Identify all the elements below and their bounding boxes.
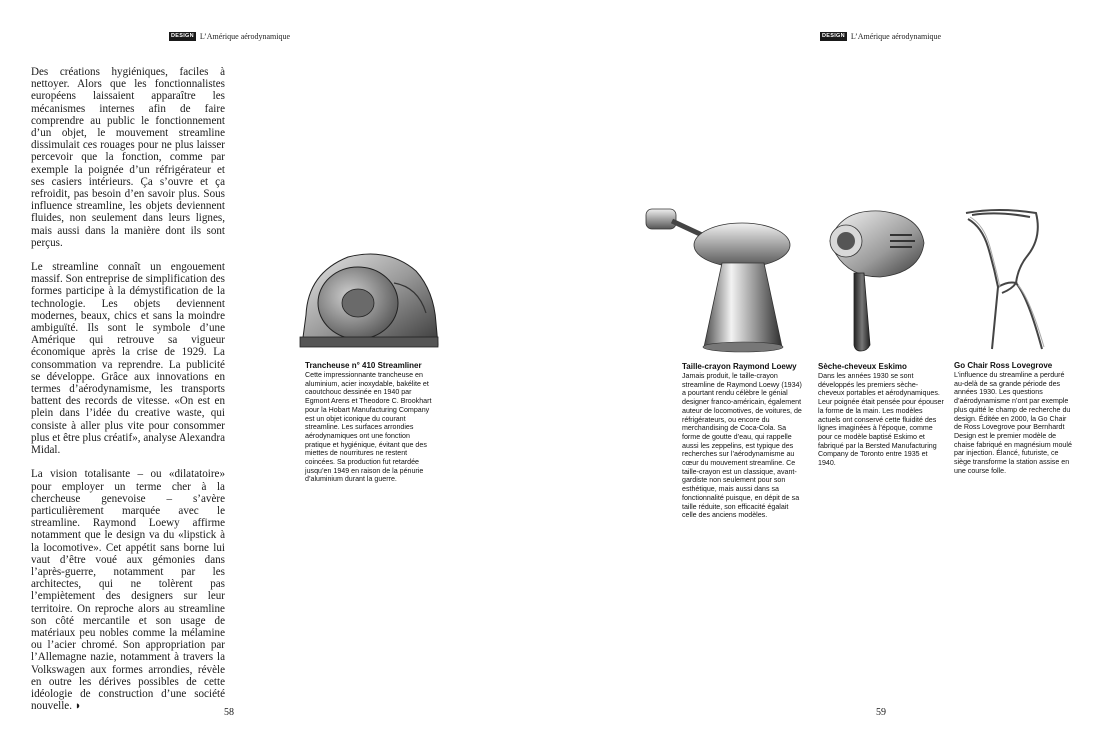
caption-pencil-sharpener [682, 362, 804, 520]
caption-slicer [305, 361, 433, 484]
pencil-sharpener-illustration [642, 205, 792, 355]
go-chair-illustration [958, 207, 1053, 353]
section-tag: DESIGN [171, 32, 194, 39]
caption-text: L’influence du streamline a perduré au-delà de sa grande période des années 1930. Les questions d’aérodynamisme n’ont par exemple plus quitté le champ de recherche du design. Éditée en 2000, la Go Chair de Ross Lovegrove pour Bernhardt Design est le premier modèle de chaise fabriqué en magnésium moulé par injection. Élancé, futuriste, ce siège transforme la station assise en une course folle. [954, 371, 1072, 475]
caption-text: Dans les années 1930 se sont développés les premiers sèche-cheveux portables et aérodynamiques. Leur poignée était pensée pour épouser la forme de la main. Les modèles actuels ont conservé cette fluidité des lignes imaginées à l’époque, comme pour ce modèle baptisé Eskimo et fabriqué par la Bersted Manufacturing Company de Toronto entre 1935 et 1940. [818, 372, 944, 468]
left-running-header [169, 31, 290, 41]
caption-text: Cette impressionnante trancheuse en aluminium, acier inoxydable, bakélite et caoutchouc dessinée en 1940 par Egmont Arens et Theodore C. Brookhart pour la Hobart Manufacturing Company est un objet iconique du courant streamline. Les surfaces arrondies aérodynamiques ont une fonction pratique et hygiénique, évitant que des miettes de nourritures ne restent coincées. Sa production fut retardée jusqu’en 1949 en raison de la pénurie d’aluminium durant la guerre. [305, 371, 432, 484]
right-running-header [820, 31, 941, 41]
page-number-left: 58 [224, 707, 234, 718]
caption-hair-dryer [818, 362, 944, 468]
caption-title: Trancheuse n° 410 Streamliner [305, 361, 422, 370]
section-tag: DESIGN [822, 32, 845, 39]
running-title: L’Amérique aérodynamique [199, 31, 291, 41]
page-number-right: 59 [876, 707, 886, 718]
caption-text: Jamais produit, le taille-crayon streamline de Raymond Loewy (1934) a pourtant rendu célèbre le génial designer franco-américain, également auteur de locomotives, de voitures, de réfrigérateurs, ou encore du merchandising de Coca-Cola. Sa forme de goutte d’eau, qui rappelle aussi les zeppelins, est typique des recherches sur l’aérodynamisme au cœur du mouvement streamline. Ce taille-crayon est un classique, avant-gardiste non seulement pour son esthétique, mais aussi dans sa fonctionnalité puisque, en dépit de sa taille réduite, son efficacité égalait celle des anciens modèles. [682, 372, 802, 520]
paragraph-3: La vision totalisante – ou «dilatatoire» pour employer un terme cher à la chercheuse genevoise – s’avère particulièrement marquée avec le streamline. Raymond Loewy affirme notamment que le design va du «lipstick à la locomotive». Cet appétit sans borne lui vaut d’être voué aux gémonies dans l’après-guerre, notamment par les architectes, qui ne tolèrent pas l’empiètement des designers sur leur territoire. On reproche alors au streamline son côté mercantile et son usage de matériaux peu nobles comme la mélamine ou l’acier chromé. Son appropriation par l’Allemagne nazie, notamment à travers la Volkswagen aux formes arrondies, révèle en outre les dérives possibles de cette idéologie de construction d’une société nouvelle. ◗ [31, 468, 225, 713]
caption-go-chair [954, 361, 1076, 475]
caption-title: Taille-crayon Raymond Loewy [682, 362, 797, 371]
slicer-illustration [298, 243, 441, 349]
paragraph-2: Le streamline connaît un engouement massif. Son entreprise de simplification des formes participe à la démystification de la technologie. Les objets deviennent modernes, beaux, chics et sans la moindre ambiguïté. Ils sont le symbole d’une Amérique qui retrouve sa vigueur économique après la crise de 1929. La consommation va reprendre. La publicité se développe. Grâce aux innovations en termes d’aérodynamisme, les transports battent des records de vitesse. «On est en plein dans l’idée du creative waste, qui consiste à aller plus vite pour consommer plus et être plus créatif», analyse Alexandra Midal. [31, 261, 225, 457]
article-body [31, 66, 225, 712]
paragraph-1: Des créations hygiéniques, faciles à nettoyer. Alors que les fonctionnalistes européens laissaient apparaître les mécanismes internes afin de faire comprendre au public le fonctionnement d’un objet, le mouvement streamline dissimulait ces rouages pour ne plus laisser percevoir que la fonction, comme par exemple la poignée d’un réfrigérateur et ses casiers intérieurs. Ça s’ouvre et ça refroidit, pas besoin d’en savoir plus. Sous influence streamline, les objets deviennent fluides, non seulement dans leurs lignes, mais aussi dans la manière dont ils sont perçus. [31, 66, 225, 249]
caption-title: Go Chair Ross Lovegrove [954, 361, 1053, 370]
running-title: L’Amérique aérodynamique [850, 31, 942, 41]
hair-dryer-illustration [820, 205, 930, 355]
caption-title: Sèche-cheveux Eskimo [818, 362, 907, 371]
